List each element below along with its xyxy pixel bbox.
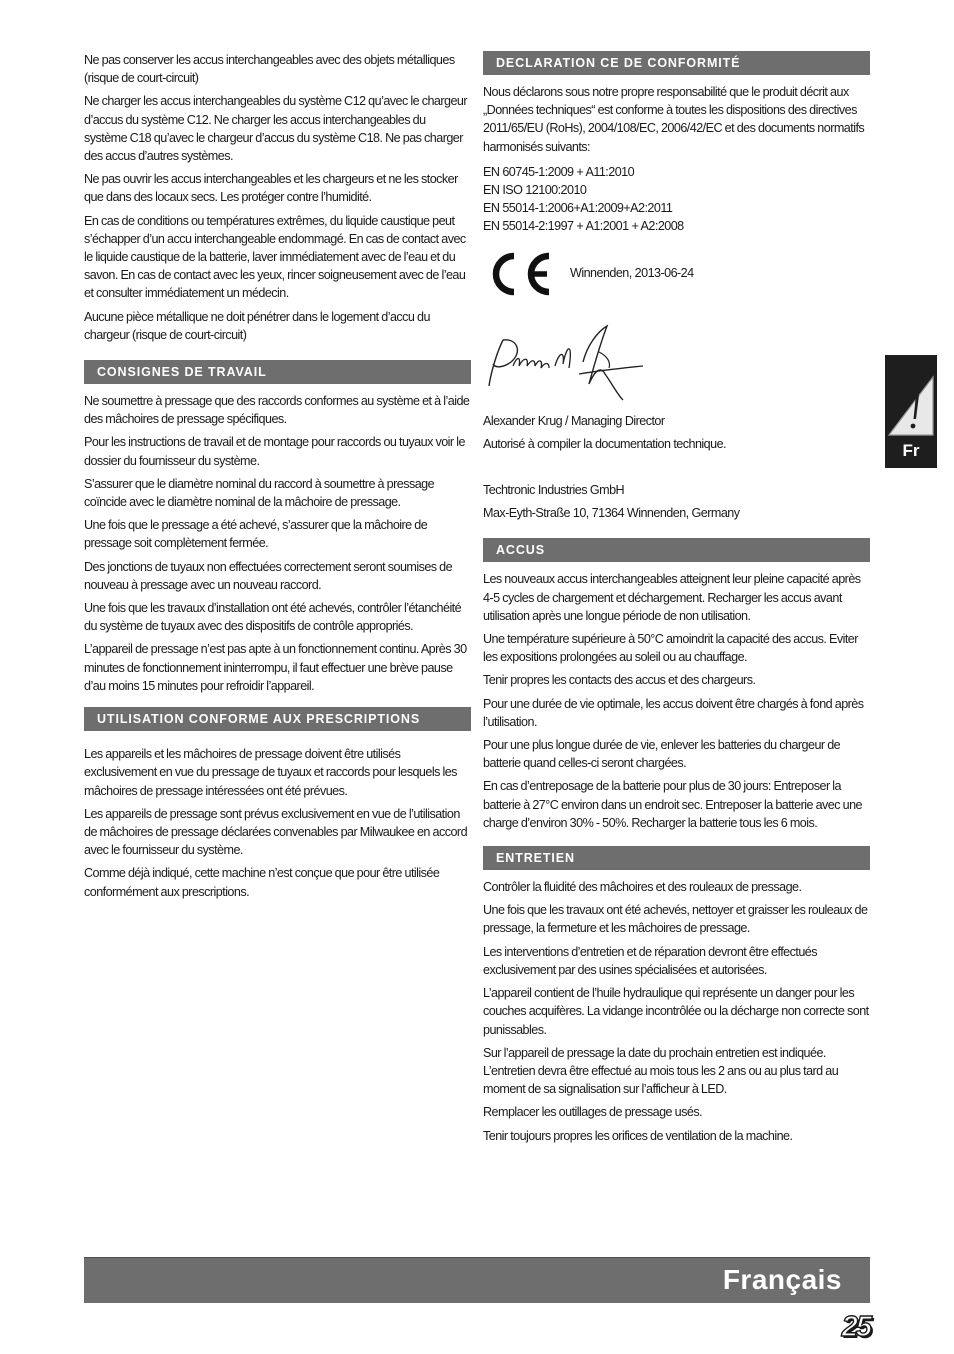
left-column — [84, 51, 471, 906]
company-block — [483, 481, 870, 522]
place-date: Winnenden, 2013-06-24 — [570, 265, 694, 280]
paragraph: Les appareils et les mâchoires de pressage doivent être utilisés exclusivement en vue du pressage de tuyaux et raccords pour lesquels les mâchoires de pressage intéressées ont été prévues. — [84, 747, 457, 798]
paragraph: Ne pas conserver les accus interchangeables avec des objets métalliques (risque de court-circuit) — [84, 53, 455, 86]
page-number: 25 — [841, 1311, 870, 1343]
paragraph: Contrôler la fluidité des mâchoires et des rouleaux de pressage. — [483, 880, 802, 895]
footer-bar — [84, 1257, 870, 1303]
paragraph: Pour les instructions de travail et de montage pour raccords ou tuyaux voir le dossier du fournisseur du système. — [84, 435, 465, 468]
signatory-name: Alexander Krug / Managing Director — [483, 413, 665, 428]
standard-item: EN ISO 12100:2010 — [483, 183, 587, 198]
paragraph: En cas de conditions ou températures extrêmes, du liquide caustique peut s’échapper d’un accu interchangeable endommagé. En cas de contact avec le liquide caustique de la batterie, laver immédiatement avec de l’eau et du savon. En cas de contact avec les yeux, rincer soigneusement avec de l’eau et consulter immédiatement un médecin. — [84, 213, 466, 301]
paragraph: Tenir toujours propres les orifices de ventilation de la machine. — [483, 1128, 793, 1143]
paragraph: Une fois que les travaux d’installation ont été achevés, contrôler l’étanchéité du système de tuyaux avec des dispositifs de contrôle appropriés. — [84, 601, 462, 634]
authorization-text: Autorisé à compiler la documentation technique. — [483, 436, 726, 451]
company-name: Techtronic Industries GmbH — [483, 483, 625, 498]
paragraph: Une température supérieure à 50°C amoindrit la capacité des accus. Eviter les expositions prolongées au soleil ou au chauffage. — [483, 632, 858, 665]
paragraph: S’assurer que le diamètre nominal du raccord à soumettre à pressage coïncide avec le diamètre nominal de la mâchoire de pressage. — [84, 476, 435, 510]
paragraph: En cas d’entreposage de la batterie pour plus de 30 jours: Entreposer la batterie à 27°C environ dans un endroit sec. Entreposer la batterie avec une charge d’environ 30% - 50%. Recharger la batterie tous les 6 mois. — [483, 779, 862, 830]
footer-language-title: Français — [722, 1264, 842, 1295]
paragraph: Les nouveaux accus interchangeables atteignent leur pleine capacité après 4-5 cycles de chargement et déchargement. Recharger les accus avant utilisation après une longue période de non utilisation. — [483, 572, 861, 623]
standard-item: EN 60745-1:2009 + A11:2010 — [483, 164, 635, 179]
section-header-accus: ACCUS — [483, 538, 870, 562]
paragraph: Une fois que les travaux ont été achevés, nettoyer et graisser les rouleaux de pressage, la fermeture et les mâchoires de pressage. — [483, 903, 868, 936]
paragraph: Pour une durée de vie optimale, les accus doivent être chargés à fond après l’utilisation. — [483, 696, 864, 729]
paragraph: Ne pas ouvrir les accus interchangeables et les chargeurs et ne les stocker que dans des locaux secs. Les protéger contre l’humidité. — [84, 172, 458, 205]
right-column — [483, 51, 870, 1150]
language-side-tab — [885, 355, 937, 468]
paragraph: Des jonctions de tuyaux non effectuées correctement seront soumises de nouveau à pressage avec un nouveau raccord. — [84, 559, 453, 592]
ce-row — [483, 246, 870, 306]
ce-mark-icon — [487, 250, 551, 298]
signatory-block — [483, 412, 870, 453]
standard-item: EN 55014-2:1997 + A1:2001 + A2:2008 — [483, 219, 684, 234]
paragraph: Pour une plus longue durée de vie, enlever les batteries du chargeur de batterie quand celles-ci seront chargées. — [483, 738, 841, 771]
paragraph: Une fois que le pressage a été achevé, s’assurer que la mâchoire de pressage soit complètement fermée. — [84, 518, 428, 551]
paragraph: Les interventions d’entretien et de réparation devront être effectués exclusivement par des usines spécialisées et autorisées. — [483, 944, 817, 977]
declaration-paragraph: Nous déclarons sous notre propre responsabilité que le produit décrit aux „Données techniques“ est conforme à toutes les dispositions des directives 2011/65/EU (RoHs), 2004/108/EC, 2006/42/EC et des documents normatifs harmonisés suivants: — [483, 85, 865, 154]
company-address: Max-Eyth-Straße 10, 71364 Winnenden, Germany — [483, 506, 740, 521]
section-header-entretien: ENTRETIEN — [483, 846, 870, 870]
paragraph: L’appareil contient de l’huile hydraulique qui représente un danger pour les couches acquifères. La vidange incontrôlée ou la décharge non correcte sont punissables. — [483, 986, 869, 1037]
paragraph: Les appareils de pressage sont prévus exclusivement en vue de l’utilisation de mâchoires de pressage déclarées convenables par Milwaukee en accord avec le fournisseur du système. — [84, 806, 468, 858]
paragraph: Ne soumettre à pressage que des raccords conformes au système et à l’aide des mâchoires de pressage spécifiques. — [84, 394, 470, 427]
section-header-declaration: DECLARATION CE DE CONFORMITÉ — [483, 51, 870, 75]
section-header-consignes: CONSIGNES DE TRAVAIL — [84, 360, 471, 384]
language-code: Fr — [902, 441, 920, 460]
paragraph: Ne charger les accus interchangeables du système C12 qu’avec le chargeur d’accus du système C12. Ne charger les accus interchangeables du système C18 qu’avec le chargeur d’accus du système C18. Ne pas charger des accus d’autres systèmes. — [84, 94, 468, 164]
standards-list — [483, 163, 870, 236]
paragraph: Remplacer les outillages de pressage usés. — [483, 1105, 703, 1120]
paragraph: L’appareil de pressage n’est pas apte à un fonctionnement continu. Après 30 minutes de fonctionnement ininterrompu, il faut effectuer une brève pause d’au moins 15 minutes pour refroidir l’appareil. — [84, 642, 467, 693]
paragraph: Tenir propres les contacts des accus et des chargeurs. — [483, 673, 756, 688]
warning-exclamation-icon — [885, 355, 937, 439]
standard-item: EN 55014-1:2006+A1:2009+A2:2011 — [483, 201, 673, 216]
paragraph: Aucune pièce métallique ne doit pénétrer dans le logement d’accu du chargeur (risque de court-circuit) — [84, 309, 430, 342]
section-header-utilisation: UTILISATION CONFORME AUX PRESCRIPTIONS — [84, 707, 471, 731]
signature-image — [483, 322, 653, 408]
paragraph: Sur l’appareil de pressage la date du prochain entretien est indiquée. L’entretien devra être effectué au mois tous les 2 ans ou au plus tard au moment de sa signalisation sur l’afficheur à LED. — [483, 1045, 839, 1097]
paragraph: Comme déjà indiqué, cette machine n’est conçue que pour être utilisée conformément aux prescriptions. — [84, 866, 440, 899]
